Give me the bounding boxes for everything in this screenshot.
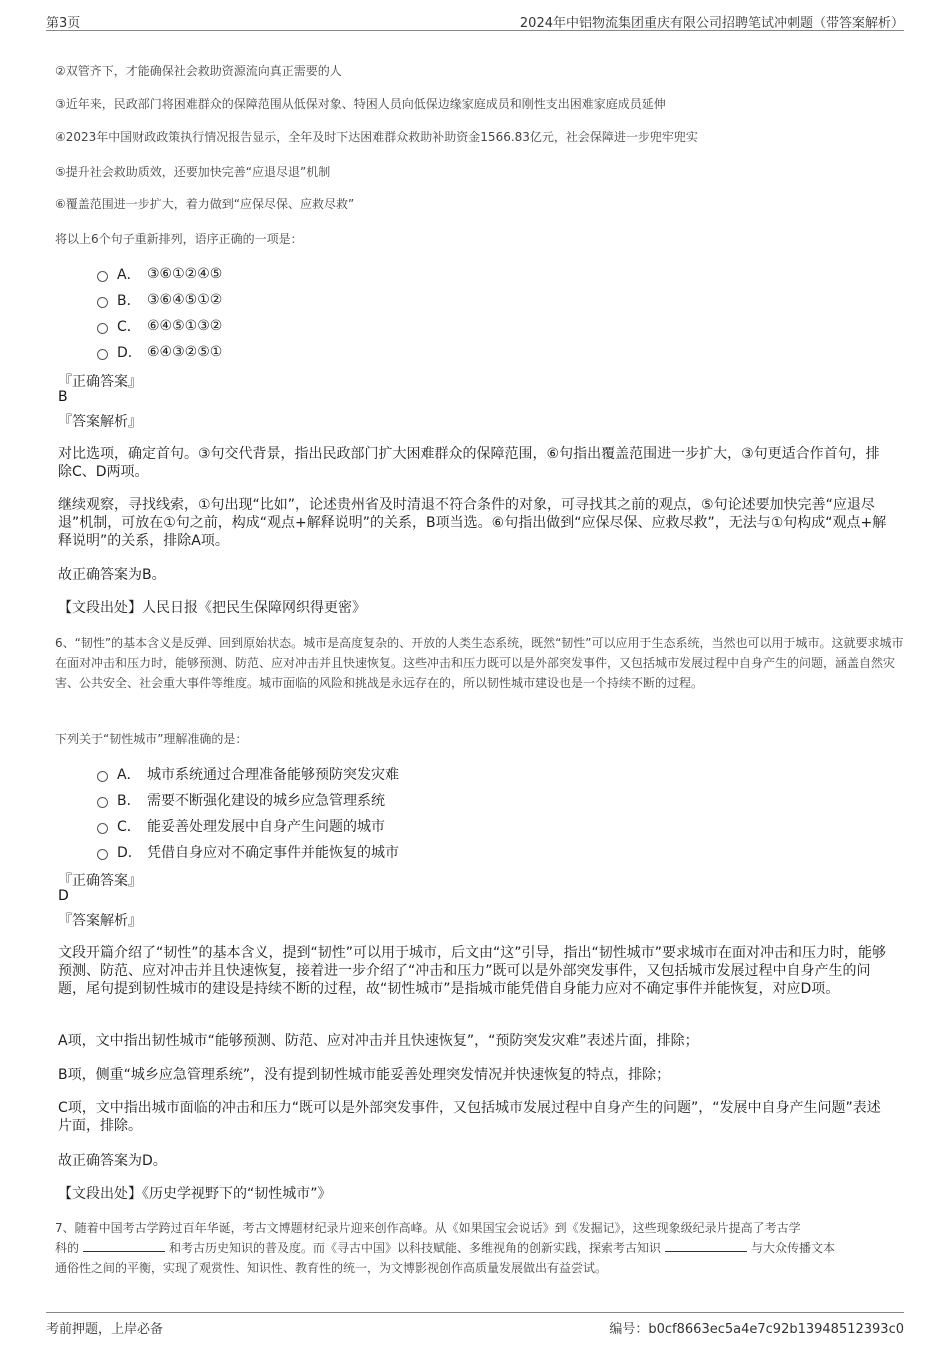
radio-icon[interactable] [97, 797, 108, 808]
analysis-paragraph: C项，文中指出城市面临的冲击和压力“既可以是外部突发事件，又包括城市发展过程中自身产生的问题”，“发展中自身产生问题”表述片面，排除。 [58, 1100, 881, 1134]
radio-icon[interactable] [97, 297, 108, 308]
statement-5: ⑤提升社会救助质效，还要加快完善“应退尽退”机制 [55, 165, 331, 179]
document-code: 编号：b0cf8663ec5a4e7c92b13948512393c0 [609, 1322, 904, 1337]
document-title: 2024年中铝物流集团重庆有限公司招聘笔试冲刺题（带答案解析） [519, 16, 904, 31]
option-a[interactable] [97, 264, 222, 284]
option-letter: A． [117, 767, 141, 783]
radio-icon[interactable] [97, 323, 108, 334]
option-text: ③⑥①②④⑤ [147, 266, 223, 282]
fill-blank-2[interactable] [665, 1239, 747, 1252]
option-c[interactable] [97, 816, 385, 836]
option-text: ③⑥④⑤①② [147, 292, 223, 308]
page-number: 第3页 [46, 16, 81, 31]
option-d[interactable] [97, 342, 222, 362]
statement-4: ④2023年中国财政政策执行情况报告显示，全年及时下达困难群众救助补助资金1566.83亿元，社会保障进一步兜牢兜实 [55, 130, 698, 144]
radio-icon[interactable] [97, 849, 108, 860]
analysis-conclusion: 故正确答案为B。 [58, 567, 166, 583]
analysis-label: 『答案解析』 [58, 913, 142, 929]
question-7-line-2 [55, 1238, 905, 1258]
page-header [46, 8, 904, 31]
radio-icon[interactable] [97, 349, 108, 360]
radio-icon[interactable] [97, 771, 108, 782]
analysis-conclusion: 故正确答案为D。 [58, 1153, 167, 1169]
source-citation: 【文段出处】人民日报《把民生保障网织得更密》 [58, 600, 366, 616]
question-7-segment: 和考古历史知识的普及度。而《寻古中国》以科技赋能、多维视角的创新实践，探索考古知识 [169, 1241, 662, 1255]
question-7-line-1: 7、随着中国考古学跨过百年华诞，考古文博题材纪录片迎来创作高峰。从《如果国宝会说话》到《发掘记》，这些现象级纪录片提高了考古学 [55, 1221, 801, 1235]
statement-6: ⑥覆盖范围进一步扩大，着力做到“应保尽保、应救尽救” [55, 197, 355, 211]
option-letter: C． [117, 819, 141, 835]
option-text: 能妥善处理发展中自身产生问题的城市 [147, 819, 385, 835]
option-d[interactable] [97, 842, 399, 862]
option-a[interactable] [97, 764, 399, 784]
option-letter: D． [117, 345, 142, 361]
question-7-segment: 与大众传播文本 [751, 1241, 836, 1255]
question-7-line-3: 通俗性之间的平衡，实现了观赏性、知识性、教育性的统一，为文博影视创作高质量发展做出有益尝试。 [55, 1261, 608, 1275]
analysis-paragraph: A项，文中指出韧性城市“能够预测、防范、应对冲击并且快速恢复”，“预防突发灾难”表述片面，排除； [58, 1033, 699, 1049]
analysis-label: 『答案解析』 [58, 414, 142, 430]
analysis-paragraph: B项，侧重“城乡应急管理系统”，没有提到韧性城市能妥善处理突发情况并快速恢复的特点，排除； [58, 1067, 671, 1083]
answer-label: 『正确答案』 [58, 374, 142, 390]
analysis-paragraph: 继续观察，寻找线索，①句出现“比如”，论述贵州省及时清退不符合条件的对象，可寻找其之前的观点，⑤句论述要加快完善“应退尽退”机制，可放在①句之前，构成“观点+解释说明”的关系，B项当选。⑥句指出做到“应保尽保、应救尽救”，无法与①句构成“观点+解释说明”的关系，排除A项。 [58, 497, 887, 549]
fill-blank-1[interactable] [83, 1239, 165, 1252]
option-letter: B． [117, 293, 141, 309]
radio-icon[interactable] [97, 271, 108, 282]
answer-value: D [58, 888, 69, 904]
option-text: ⑥④③②⑤① [147, 344, 223, 360]
option-letter: C． [117, 319, 141, 335]
page-footer [46, 1312, 904, 1335]
option-b[interactable] [97, 790, 385, 810]
option-letter: D． [117, 845, 142, 861]
option-letter: A． [117, 267, 141, 283]
option-text: ⑥④⑤①③② [147, 318, 223, 334]
answer-label: 『正确答案』 [58, 873, 142, 889]
analysis-paragraph: 文段开篇介绍了“韧性”的基本含义，提到“韧性”可以用于城市，后文由“这”引导，指出“韧性城市”要求城市在面对冲击和压力时，能够预测、防范、应对冲击并且快速恢复，接着进一步介绍了“冲击和压力”既可以是外部突发事件，又包括城市发展过程中自身产生的问题，尾句提到韧性城市的建设是持续不断的过程，故“韧性城市”是指城市能凭借自身能力应对不确定事件并能恢复，对应D项。 [58, 945, 887, 997]
answer-value: B [58, 389, 68, 405]
source-citation: 【文段出处】《历史学视野下的“韧性城市”》 [58, 1186, 332, 1202]
option-text: 凭借自身应对不确定事件并能恢复的城市 [147, 845, 399, 861]
question-6-text: 6、“韧性”的基本含义是反弹、回到原始状态。城市是高度复杂的、开放的人类生态系统，既然“韧性”可以应用于生态系统，当然也可以用于城市。这就要求城市在面对冲击和压力时，能够预测、防范、应对冲击并且快速恢复。这些冲击和压力既可以是外部突发事件，又包括城市发展过程中自身产生的问题，涵盖自然灾害、公共安全、社会重大事件等维度。城市面临的风险和挑战是永远存在的，所以韧性城市建设也是一个持续不断的过程。 [55, 636, 904, 690]
option-b[interactable] [97, 290, 222, 310]
option-letter: B． [117, 793, 141, 809]
question-prompt: 下列关于“韧性城市”理解准确的是： [55, 732, 248, 746]
analysis-paragraph: 对比选项，确定首句。③句交代背景，指出民政部门扩大困难群众的保障范围，⑥句指出覆盖范围进一步扩大，③句更适合作首句，排除C、D两项。 [58, 446, 880, 480]
radio-icon[interactable] [97, 823, 108, 834]
footer-slogan: 考前押题，上岸必备 [46, 1322, 164, 1337]
option-c[interactable] [97, 316, 222, 336]
option-text: 城市系统通过合理准备能够预防突发灾难 [147, 767, 399, 783]
question-7-text [55, 1218, 905, 1278]
option-text: 需要不断强化建设的城乡应急管理系统 [147, 793, 385, 809]
question-7-segment: 科的 [55, 1241, 80, 1255]
question-prompt: 将以上6个句子重新排列，语序正确的一项是： [55, 232, 303, 246]
statement-3: ③近年来，民政部门将困难群众的保障范围从低保对象、特困人员向低保边缘家庭成员和刚性支出困难家庭成员延伸 [55, 97, 666, 111]
statement-2: ②双管齐下，才能确保社会救助资源流向真正需要的人 [55, 64, 342, 78]
